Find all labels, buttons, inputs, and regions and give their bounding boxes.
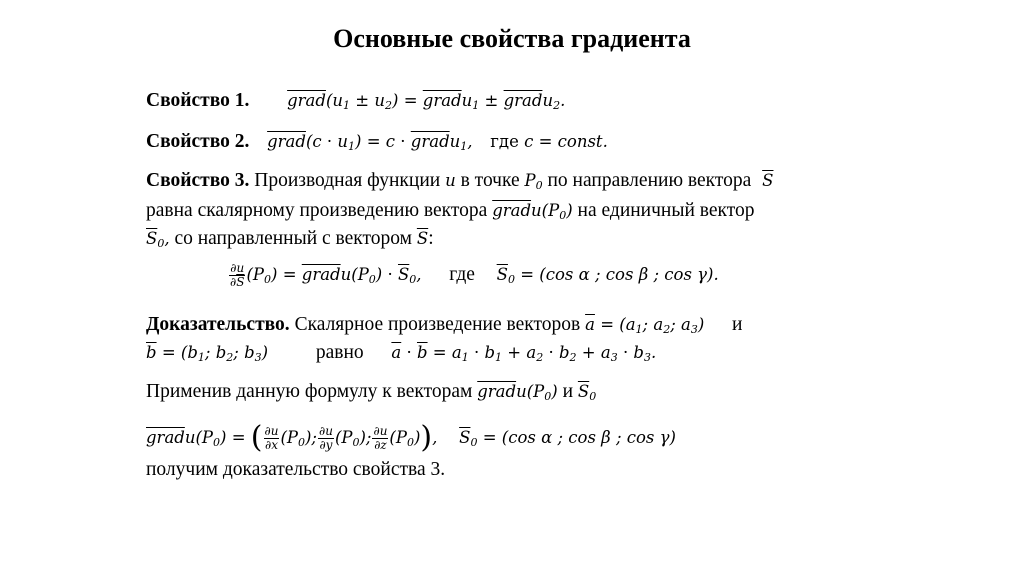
property-1 xyxy=(146,90,565,112)
b-vector: $\overline{b} = (b_1$; $b_2$; $b_3$) xyxy=(146,343,269,364)
property-3-text-f: со направленный с вектором xyxy=(174,228,412,249)
property-3-text-c: по направлению вектора xyxy=(547,170,752,191)
property-1-formula: $grad(u_1 \pm u_2)$ = gradu$_1$ ± gradu$_2$. xyxy=(287,91,566,112)
apply-conclusion: получим доказательство свойства 3. xyxy=(146,459,446,480)
property-3-text-b: в точке xyxy=(460,170,520,191)
proof-line-1 xyxy=(146,314,742,336)
property-2-formula: grad(c · $u_1) = c$ · gradu$_1$, xyxy=(267,132,473,153)
s0-definition: $\overline{S}_0 = (\cos$ α ; cos β ; cos γ). xyxy=(496,264,719,286)
dot-product-formula: $\overline{a} \cdot \overline{b} = a_1 \cdot b_1 + a_2 \cdot b_2 + a_3 \cdot b_3$. xyxy=(391,343,657,364)
apply-line-1: Применив данную формулу к векторам $gradu(P_0)$ и $\overline{S}_0$ xyxy=(146,381,597,403)
property-3-text-a: Производная функции xyxy=(254,170,441,191)
a-vector: $\overline{a} = (a_1$; $a_2$; $a_3$) xyxy=(585,315,705,336)
property-3-text-e: на единичный вектор xyxy=(577,200,755,221)
proof-and: и xyxy=(732,314,743,335)
proof-equals-word: равно xyxy=(315,342,364,363)
property-2 xyxy=(146,131,608,153)
property-3-line-1: Свойство 3. Производная функции u в точке $P_0$ по направлению вектора $\overline{S}$ xyxy=(146,170,774,192)
property-3-line-3: $\overline{S}_0$, со направленный с вектором $\overline{S}$: xyxy=(146,228,434,250)
property-3-line-2: равна скалярному произведению вектора $gradu(P_0)$ на единичный вектор xyxy=(146,200,755,222)
property-3-label: Свойство 3. xyxy=(146,170,250,191)
apply-text-a: Применив данную формулу к векторам xyxy=(146,381,473,402)
property-2-note: где c = const. xyxy=(490,132,608,151)
proof-label: Доказательство. xyxy=(146,314,290,335)
proof-line-2 xyxy=(146,342,656,364)
gradient-components: $gradu(P_0)$ = ( $\frac{\partial u}{\partial x}$ $(P_0)$; $\frac{\partial u}{\partial y}$ $(P_0)$; $\frac{\partial u}{\partial z}$ $(P_0)$), xyxy=(146,420,438,455)
property-1-label: Свойство 1. xyxy=(146,90,250,111)
apply-and: и xyxy=(562,381,574,402)
s0-definition-2: $\overline{S}_0 = (\cos$ α ; cos β ; cos γ) xyxy=(459,428,676,449)
property-3-where: где xyxy=(449,263,475,285)
slide-title: Основные свойства градиента xyxy=(333,24,691,53)
apply-line-2 xyxy=(146,420,676,455)
proof-text-a: Скалярное произведение векторов xyxy=(294,314,581,335)
property-2-label: Свойство 2. xyxy=(146,131,250,152)
property-3-text-d: равна скалярному произведению вектора xyxy=(146,200,488,221)
property-3-formula: $\frac{\partial u}{\partial\overline{S}}$ $(P_0)$ = $gradu(P_0) \cdot \overline{S}_0$, где $\overline{S}_0 = (\cos$ α ; cos β ; cos γ). xyxy=(230,261,719,289)
